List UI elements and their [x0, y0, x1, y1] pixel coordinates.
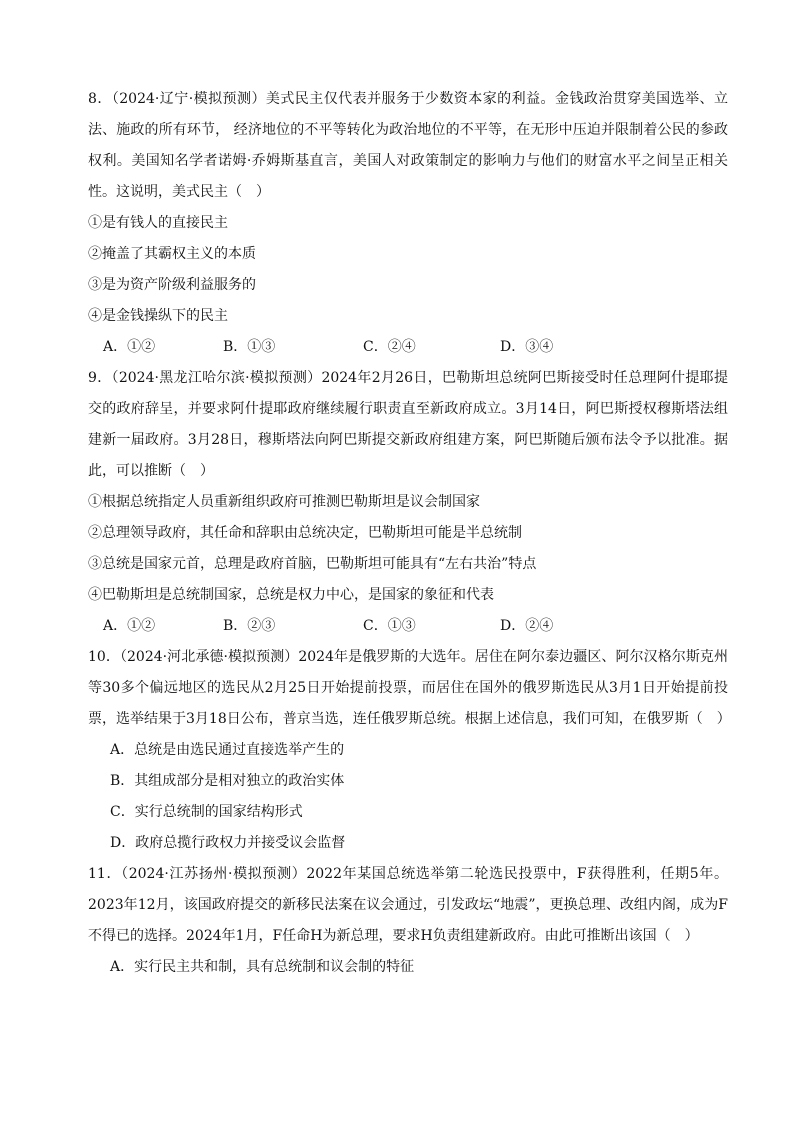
choice-a: A．①② [103, 618, 156, 634]
choice-b: B．②③ [223, 618, 276, 634]
answer-choices [88, 332, 728, 363]
question-sheet [88, 84, 731, 983]
choice-c: C．①③ [363, 618, 416, 634]
choice-d: D．③④ [500, 339, 554, 355]
choice-a: A．总统是由选民通过直接选举产生的 [110, 742, 345, 758]
choice-d: D．②④ [500, 618, 554, 634]
statement-option: ③是为资产阶级利益服务的 [88, 277, 256, 293]
statement-option: ④巴勒斯坦是总统制国家，总统是权力中心，是国家的象征和代表 [88, 587, 494, 603]
choice-b: B．其组成部分是相对独立的政治实体 [110, 773, 345, 789]
question-stem: 10．（2024·河北承德·模拟预测）2024年是俄罗斯的大选年。居住在阿尔泰边疆区、阿尔汉格尔斯克州等30多个偏远地区的选民从2月25日开始提前投票，而居住在国外的俄罗斯选民从3月1日开始提前投票，选举结果于3月18日公布，普京当选，连任俄罗斯总统。根据上述信息，我们可知，在俄罗斯（ ） [88, 649, 731, 727]
question-10 [88, 642, 731, 859]
statement-option: ①根据总统指定人员重新组织政府可推测巴勒斯坦是议会制国家 [88, 494, 480, 510]
choice-a: A．实行民主共和制，具有总统制和议会制的特征 [110, 959, 415, 975]
answer-choices [88, 611, 728, 642]
question-stem: 8．（2024·辽宁·模拟预测）美式民主仅代表并服务于少数资本家的利益。金钱政治贯穿美国选举、立法、施政的所有环节， 经济地位的不平等转化为政治地位的不平等，在无形中压迫并限制着公民的参政权利。美国知名学者诺姆·乔姆斯基直言，美国人对政策制定的影响力与他们的财富水平之间呈正相关性。这说明，美式民主（ ） [88, 91, 728, 200]
statement-option: ①是有钱人的直接民主 [88, 215, 228, 231]
question-stem: 9．（2024·黑龙江哈尔滨·模拟预测）2024年2月26日，巴勒斯坦总统阿巴斯接受时任总理阿什提耶提交的政府辞呈，并要求阿什提耶政府继续履行职责直至新政府成立。3月14日，阿巴斯授权穆斯塔法组建新一届政府。3月28日，穆斯塔法向阿巴斯提交新政府组建方案，阿巴斯随后颁布法令予以批准。据此，可以推断（ ） [88, 370, 728, 479]
choice-d: D．政府总揽行政权力并接受议会监督 [110, 835, 346, 851]
statement-option: ②掩盖了其霸权主义的本质 [88, 246, 256, 262]
choice-c: C．②④ [363, 339, 416, 355]
question-9 [88, 363, 728, 642]
statement-option: ②总理领导政府，其任命和辞职由总统决定，巴勒斯坦可能是半总统制 [88, 525, 522, 541]
choice-b: B．①③ [223, 339, 276, 355]
statement-option: ③总统是国家元首，总理是政府首脑，巴勒斯坦可能具有“左右共治”特点 [88, 556, 537, 572]
question-11 [88, 859, 728, 983]
question-stem: 11．（2024·江苏扬州·模拟预测）2022年某国总统选举第二轮选民投票中，F获得胜利，任期5年。2023年12月，该国政府提交的新移民法案在议会通过，引发政坛“地震”，更换总理、改组内阁，成为F不得已的选择。2024年1月，F任命H为新总理，要求H负责组建新政府。由此可推断出该国（ ） [88, 866, 728, 944]
statement-option: ④是金钱操纵下的民主 [88, 308, 228, 324]
choice-a: A．①② [103, 339, 156, 355]
question-8 [88, 84, 728, 363]
choice-c: C．实行总统制的国家结构形式 [110, 804, 303, 820]
